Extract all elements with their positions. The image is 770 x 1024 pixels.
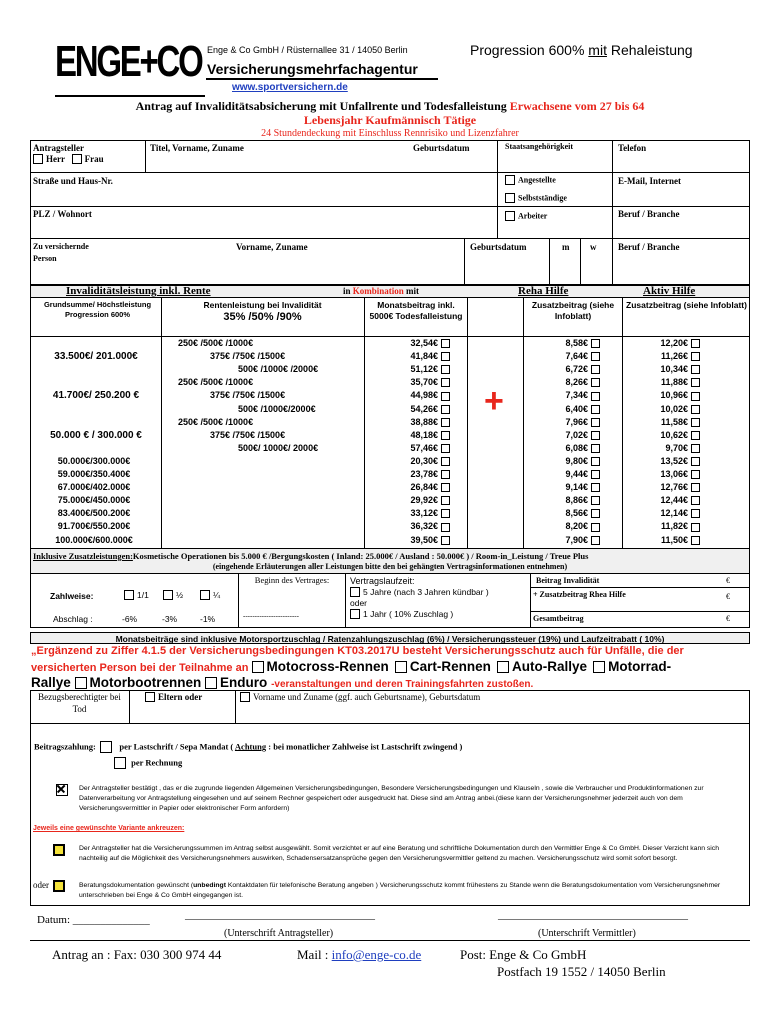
col-grundsumme: Grundsumme/ Höchstleistung Progression 600% xyxy=(43,300,152,319)
select-checkbox[interactable] xyxy=(691,352,700,361)
grundsumme-cell: 50.000€/300.000€ xyxy=(57,455,131,466)
cart-option[interactable]: Cart-Rennen xyxy=(395,659,491,674)
select-checkbox[interactable] xyxy=(691,509,700,518)
kombination-header: in Kombination mit xyxy=(343,286,420,296)
beratung-text: Beratungsdokumentation gewünscht (unbedingt Kontaktdaten für telefonische Beratung angeben ) Versicherungsschutz kommt frühestens zu Stande wenn die Beratungsdokumentation vom Versicherungsnehmer unterschrieben bei Enge & Co GmbH eingegangen ist. xyxy=(79,882,721,899)
bezug-name-option[interactable]: Vorname und Zuname (ggf. auch Geburtsname), Geburtsdatum xyxy=(240,692,480,703)
select-checkbox[interactable] xyxy=(441,405,450,414)
beratung-checkbox[interactable] xyxy=(53,878,68,896)
monatsbeitrag-cell[interactable]: 29,92€ xyxy=(370,495,450,505)
rente-cell: 375€ /750€ /1500€ xyxy=(210,390,286,401)
reha-cell[interactable]: 7,90€ xyxy=(525,535,600,545)
select-checkbox[interactable] xyxy=(441,352,450,361)
motorrad-option[interactable]: Motorrad- xyxy=(593,659,671,674)
select-checkbox[interactable] xyxy=(691,392,700,401)
select-checkbox[interactable] xyxy=(441,392,450,401)
select-checkbox[interactable] xyxy=(591,483,600,492)
agency-title: Versicherungsmehrfachagentur xyxy=(207,61,418,77)
website-link[interactable]: www.sportversichern.de xyxy=(232,82,348,93)
select-checkbox[interactable] xyxy=(441,339,450,348)
select-checkbox[interactable] xyxy=(691,536,700,545)
employment-angestellte[interactable]: Angestellte xyxy=(505,175,556,186)
aktiv-cell[interactable]: 11,50€ xyxy=(625,535,700,545)
aktiv-cell[interactable]: 11,88€ xyxy=(625,377,700,387)
grundsumme-cell: 75.000€/450.000€ xyxy=(57,495,131,506)
rente-cell: 250€ /500€ /1000€ xyxy=(178,377,254,388)
select-checkbox[interactable] xyxy=(441,470,450,479)
monatsbeitrag-cell[interactable]: 44,98€ xyxy=(370,390,450,400)
verzicht-text: Der Antragsteller hat die Versicherungssummen im Antrag selbst ausgewählt. Somit verzichtet er auf eine Beratung und schriftliche Dokumentation durch den Vermittler Enge & Co GmbH. Dieser Verzicht kann sich nachteilig auf die Möglichkeit des Versicherungsnehmers auswirken, Schadensersatzansprüche gegen den Versicherungsvermittler geltend zu machen. Versicherungsschutz wird somit sofort besorgt. xyxy=(79,845,719,862)
monatsbeitrag-cell[interactable]: 38,88€ xyxy=(370,417,450,427)
monatsbeitrag-cell[interactable]: 39,50€ xyxy=(370,535,450,545)
progression-label: Progression 600% mit Rehaleistung xyxy=(470,42,693,58)
grundsumme-cell: 50.000 € / 300.000 € xyxy=(50,429,142,441)
lastschrift-checkbox[interactable] xyxy=(100,741,112,753)
select-checkbox[interactable] xyxy=(691,470,700,479)
phone-label: Telefon xyxy=(618,143,647,153)
street-label: Straße und Haus-Nr. xyxy=(33,176,113,186)
signature-antragsteller-line[interactable]: ______________________________________ xyxy=(185,910,375,921)
laufzeit-1-jahr[interactable]: 1 Jahr ( 10% Zuschlag ) xyxy=(350,609,453,620)
signature-vermittler-label: (Unterschrift Vermittler) xyxy=(538,928,636,939)
footer-post: Post: Enge & Co GmbH xyxy=(460,947,587,962)
col-zusatz-reha: Zusatzbeitrag (siehe Infoblatt) xyxy=(531,300,615,321)
aktiv-cell[interactable]: 12,14€ xyxy=(625,508,700,518)
title-line2: Lebensjahr Kaufmännisch Tätige xyxy=(303,113,477,127)
abschlag-2: -3% xyxy=(162,614,178,624)
beginn-input[interactable]: ------------------------ xyxy=(243,612,299,620)
email-label: E-Mail, Internet xyxy=(618,176,681,186)
select-checkbox[interactable] xyxy=(691,431,700,440)
select-checkbox[interactable] xyxy=(691,418,700,427)
monatsbeitrag-cell[interactable]: 23,78€ xyxy=(370,469,450,479)
gender-m[interactable]: m xyxy=(562,242,570,252)
bezug-label: Bezugsberechtigter bei Tod xyxy=(38,692,121,714)
invalid-header: Invaliditätsleistung inkl. Rente xyxy=(66,285,211,297)
laufzeit-oder: oder xyxy=(350,598,368,608)
rechnung-option[interactable]: per Rechnung xyxy=(114,757,182,770)
select-checkbox[interactable] xyxy=(441,378,450,387)
motocross-option[interactable]: Motocross-Rennen xyxy=(252,659,389,674)
rente-cell: 250€ /500€ /1000€ xyxy=(178,338,254,348)
beitrag-invaliditaet-label: Beitrag Invalidität xyxy=(536,576,600,585)
grundsumme-cell: 91.700€/550.200€ xyxy=(57,521,131,532)
auto-rallye-option[interactable]: Auto-Rallye xyxy=(497,659,587,674)
anrede-group: Herr Frau xyxy=(33,154,104,165)
inklusive-line2: (eingehende Erläuterungen aller Leistungen bitte den bei gehängten Vertragsinformationen entnehmen) xyxy=(212,562,568,571)
select-checkbox[interactable] xyxy=(691,444,700,453)
abschlag-1: -6% xyxy=(122,614,138,624)
footer-postfach: Postfach 19 1552 / 14050 Berlin xyxy=(497,964,666,979)
ergaenzung-line1: „Ergänzend zu Ziffer 4.1.5 der Versicherungsbedingungen KT03.2017U besteht Versicherungsschutz auch für Unfälle, die der xyxy=(31,645,684,657)
rente-cell: 375€ /750€ /1500€ xyxy=(210,429,286,440)
select-checkbox[interactable] xyxy=(591,509,600,518)
rente-cell: 500€ /1000€/2000€ xyxy=(238,403,316,414)
birthdate-label: Geburtsdatum xyxy=(413,143,470,153)
monatsbeitrag-cell[interactable]: 51,12€ xyxy=(370,364,450,374)
select-checkbox[interactable] xyxy=(691,405,700,414)
zusatz-euro: € xyxy=(726,592,730,601)
herr-checkbox[interactable] xyxy=(33,154,43,164)
monatsbeitrag-cell[interactable]: 57,46€ xyxy=(370,443,450,453)
beruf-label: Beruf / Branche xyxy=(618,209,680,219)
grundsumme-cell: 67.000€/402.000€ xyxy=(57,482,131,493)
reha-cell[interactable]: 7,02€ xyxy=(525,430,600,440)
bestaetigung-text: Der Antragsteller bestätigt , das er die zugrunde liegenden Allgemeinen Versicherungsbedingungen, Besondere Versicherungsbedingungen und Klauseln , sowie die Verbraucher und Produktinformationen zur Datenverarbeitung vor Antragstellung eingesehen und auf seinem Rechner gespeichert oder ausgedruckt hat. Diese sind am Antrag anbei.(diese kann der Versicherungsnehmer jederzeit auch von dem Versicherungsvermittler in Papier oder elektronischer Form anfordern) xyxy=(79,785,704,812)
select-checkbox[interactable] xyxy=(591,444,600,453)
select-checkbox[interactable] xyxy=(591,352,600,361)
monatsbeitrag-cell[interactable]: 54,26€ xyxy=(370,404,450,414)
aktiv-cell[interactable]: 12,44€ xyxy=(625,495,700,505)
plz-label: PLZ / Wohnort xyxy=(33,209,92,219)
reha-cell[interactable]: 6,08€ xyxy=(525,443,600,453)
monatsbeitraege-note: Monatsbeiträge sind inklusive Motorsportzuschlag / Ratenzahlungszuschlag (6%) / Versicherungssteuer (19%) und Laufzeitrabatt ( 10%) xyxy=(30,632,750,644)
select-checkbox[interactable] xyxy=(441,483,450,492)
grundsumme-cell: 100.000€/600.000€ xyxy=(55,534,133,545)
rente-cell: 500€ /1000€ /2000€ xyxy=(238,364,319,375)
signature-vermittler-line[interactable]: ______________________________________ xyxy=(498,910,688,921)
zahlweise-jaehrlich[interactable]: 1/1 xyxy=(124,590,149,601)
select-checkbox[interactable] xyxy=(591,457,600,466)
select-checkbox[interactable] xyxy=(691,457,700,466)
antragsteller-label: Antragsteller xyxy=(33,143,84,153)
select-checkbox[interactable] xyxy=(591,523,600,532)
employment-selbststaendige[interactable]: Selbstständige xyxy=(505,193,567,204)
select-checkbox[interactable] xyxy=(591,378,600,387)
monatsbeitrag-cell[interactable]: 20,30€ xyxy=(370,456,450,466)
datum-field[interactable]: Datum: ______________ xyxy=(37,914,150,926)
enduro-option[interactable]: Enduro xyxy=(205,675,267,690)
company-logo: ENGE+CO xyxy=(55,38,205,98)
aktiv-cell[interactable]: 11,26€ xyxy=(625,351,700,361)
aktiv-cell[interactable]: 10,34€ xyxy=(625,364,700,374)
insured-person-label: Zu versichernde Person xyxy=(33,242,89,263)
insured-birthdate-label: Geburtsdatum xyxy=(470,242,527,252)
beitrag-inv-euro: € xyxy=(726,576,730,585)
select-checkbox[interactable] xyxy=(591,418,600,427)
footer-fax: Antrag an : Fax: 030 300 974 44 xyxy=(52,947,222,962)
select-checkbox[interactable] xyxy=(591,496,600,505)
select-checkbox[interactable] xyxy=(691,365,700,374)
aktiv-cell[interactable]: 10,96€ xyxy=(625,390,700,400)
beitragszahlung-row: Beitragszahlung: per Lastschrift / Sepa Mandat ( Achtung : bei monatlicher Zahlweise ist Lastschrift zwingend ) xyxy=(34,741,463,752)
monatsbeitrag-cell[interactable]: 41,84€ xyxy=(370,351,450,361)
select-checkbox[interactable] xyxy=(441,444,450,453)
nationality-label: Staatsangehörigkeit xyxy=(505,142,573,151)
monatsbeitrag-cell[interactable]: 26,84€ xyxy=(370,482,450,492)
aktiv-cell[interactable]: 11,58€ xyxy=(625,417,700,427)
bestaetigung-checkbox[interactable] xyxy=(56,782,71,800)
monatsbeitrag-cell[interactable]: 35,70€ xyxy=(370,377,450,387)
ergaenzung-line2: versicherten Person bei der Teilnahme an Motocross-Rennen Cart-Rennen Auto-Rallye Motorrad- xyxy=(31,659,672,674)
select-checkbox[interactable] xyxy=(591,339,600,348)
select-checkbox[interactable] xyxy=(591,536,600,545)
col-zusatz-aktiv: Zusatzbeitrag (siehe Infoblatt) xyxy=(626,300,747,310)
motorboot-option[interactable]: Motorbootrennen xyxy=(75,675,202,690)
select-checkbox[interactable] xyxy=(441,496,450,505)
select-checkbox[interactable] xyxy=(441,365,450,374)
reha-cell[interactable]: 8,56€ xyxy=(525,508,600,518)
select-checkbox[interactable] xyxy=(691,496,700,505)
select-checkbox[interactable] xyxy=(691,483,700,492)
reha-cell[interactable]: 8,20€ xyxy=(525,521,600,531)
jeweils-label: Jeweils eine gewünschte Variante ankreuzen: xyxy=(33,825,185,832)
rente-cell: 250€ /500€ /1000€ xyxy=(178,416,254,427)
zahlweise-halbjaehrlich[interactable]: ½ xyxy=(163,590,183,601)
monatsbeitrag-cell[interactable]: 36,32€ xyxy=(370,521,450,531)
zahlweise-vierteljaehrlich[interactable]: ¼ xyxy=(200,590,220,601)
reha-cell[interactable]: 7,64€ xyxy=(525,351,600,361)
reha-cell[interactable]: 7,34€ xyxy=(525,390,600,400)
insured-beruf-label: Beruf / Branche xyxy=(618,242,680,252)
gesamtbeitrag-label: Gesamtbeitrag xyxy=(533,614,584,623)
reha-cell[interactable]: 8,86€ xyxy=(525,495,600,505)
col-monatsbeitrag: Monatsbeitrag inkl. 5000€ Todesfalleistung xyxy=(369,300,463,321)
title-line3: 24 Stundendeckung mit Einschluss Rennrisiko und Lizenzfahrer xyxy=(261,128,519,139)
rente-cell: 375€ /750€ /1500€ xyxy=(210,351,286,362)
aktiv-cell[interactable]: 10,62€ xyxy=(625,430,700,440)
select-checkbox[interactable] xyxy=(441,431,450,440)
reha-cell[interactable]: 9,14€ xyxy=(525,482,600,492)
select-checkbox[interactable] xyxy=(441,418,450,427)
zusatz-reha-label: + Zusatzbeitrag Rhea Hilfe xyxy=(533,590,626,599)
grundsumme-cell: 59.000€/350.400€ xyxy=(57,469,131,479)
reha-header: Reha Hilfe xyxy=(518,285,569,297)
beginn-label: Beginn des Vertrages: xyxy=(254,575,330,585)
col-rente-pct: 35% /50% /90% xyxy=(223,311,302,323)
aktiv-cell[interactable]: 12,20€ xyxy=(625,338,700,348)
reha-cell[interactable]: 6,40€ xyxy=(525,404,600,414)
select-checkbox[interactable] xyxy=(691,339,700,348)
gesamt-euro: € xyxy=(726,614,730,623)
reha-cell[interactable]: 8,58€ xyxy=(525,338,600,348)
mail-link[interactable]: info@enge-co.de xyxy=(331,947,422,962)
footer-mail: Mail : info@enge-co.de xyxy=(297,947,422,962)
signature-antragsteller-label: (Unterschrift Antragsteller) xyxy=(224,928,334,939)
reha-cell[interactable]: 8,26€ xyxy=(525,377,600,387)
select-checkbox[interactable] xyxy=(591,431,600,440)
eltern-option[interactable]: Eltern oder xyxy=(145,692,202,703)
reha-cell[interactable]: 7,96€ xyxy=(525,417,600,427)
select-checkbox[interactable] xyxy=(691,523,700,532)
reha-cell[interactable]: 6,72€ xyxy=(525,364,600,374)
grundsumme-cell: 41.700€/ 250.200 € xyxy=(52,390,140,402)
monatsbeitrag-cell[interactable]: 33,12€ xyxy=(370,508,450,518)
frau-checkbox[interactable] xyxy=(72,154,82,164)
abschlag-3: -1% xyxy=(200,614,216,624)
reha-cell[interactable]: 9,44€ xyxy=(525,469,600,479)
ergaenzung-line3: Rallye Motorbootrennen Enduro -veranstaltungen und deren Trainingsfahrten zustoßen. xyxy=(31,675,534,690)
reha-cell[interactable]: 9,80€ xyxy=(525,456,600,466)
page-title: Antrag auf Invaliditätsabsicherung mit Unfallrente und Todesfalleistung Erwachsene vom 27 bis 64 xyxy=(135,99,645,113)
aktiv-cell[interactable]: 10,02€ xyxy=(625,404,700,414)
select-checkbox[interactable] xyxy=(441,536,450,545)
select-checkbox[interactable] xyxy=(441,509,450,518)
zahlweise-label: Zahlweise: xyxy=(50,591,94,601)
aktiv-cell[interactable]: 13,06€ xyxy=(625,469,700,479)
select-checkbox[interactable] xyxy=(441,457,450,466)
insured-name-label: Vorname, Zuname xyxy=(236,242,308,252)
aktiv-header: Aktiv Hilfe xyxy=(643,285,696,297)
name-label: Titel, Vorname, Zuname xyxy=(150,143,244,153)
rente-cell: 500€/ 1000€/ 2000€ xyxy=(238,442,319,453)
plus-icon: + xyxy=(484,382,504,420)
aktiv-cell[interactable]: 12,76€ xyxy=(625,482,700,492)
inklusive-line: Inklusive Zusatzleistungen:Kosmetische Operationen bis 5.000 € /Bergungskosten ( Inland: 25.000€ / Ausland : 50.000€ ) / Room-in_Leistung / Treue Plus xyxy=(33,551,589,561)
laufzeit-5-jahre[interactable]: 5 Jahre (nach 3 Jahren kündbar ) xyxy=(350,587,489,598)
aktiv-cell[interactable]: 11,82€ xyxy=(625,521,700,531)
select-checkbox[interactable] xyxy=(591,392,600,401)
grundsumme-cell: 83.400€/500.200€ xyxy=(57,508,131,519)
gender-w[interactable]: w xyxy=(590,242,597,252)
monatsbeitrag-cell[interactable]: 48,18€ xyxy=(370,430,450,440)
verzicht-checkbox[interactable] xyxy=(53,842,68,860)
grundsumme-cell: 33.500€/ 201.000€ xyxy=(54,351,138,363)
oder-label: oder xyxy=(33,880,49,890)
monatsbeitrag-cell[interactable]: 32,54€ xyxy=(370,338,450,348)
aktiv-cell[interactable]: 9,70€ xyxy=(625,443,700,453)
select-checkbox[interactable] xyxy=(691,378,700,387)
company-address: Enge & Co GmbH / Rüsternallee 31 / 14050 Berlin xyxy=(207,45,408,55)
laufzeit-label: Vertragslaufzeit: xyxy=(350,576,415,586)
employment-arbeiter[interactable]: Arbeiter xyxy=(505,211,547,222)
select-checkbox[interactable] xyxy=(591,365,600,374)
select-checkbox[interactable] xyxy=(591,405,600,414)
abschlag-label: Abschlag : xyxy=(53,614,93,624)
aktiv-cell[interactable]: 13,52€ xyxy=(625,456,700,466)
select-checkbox[interactable] xyxy=(591,470,600,479)
col-rente: Rentenleistung bei Invalidität xyxy=(203,300,322,310)
select-checkbox[interactable] xyxy=(441,523,450,532)
